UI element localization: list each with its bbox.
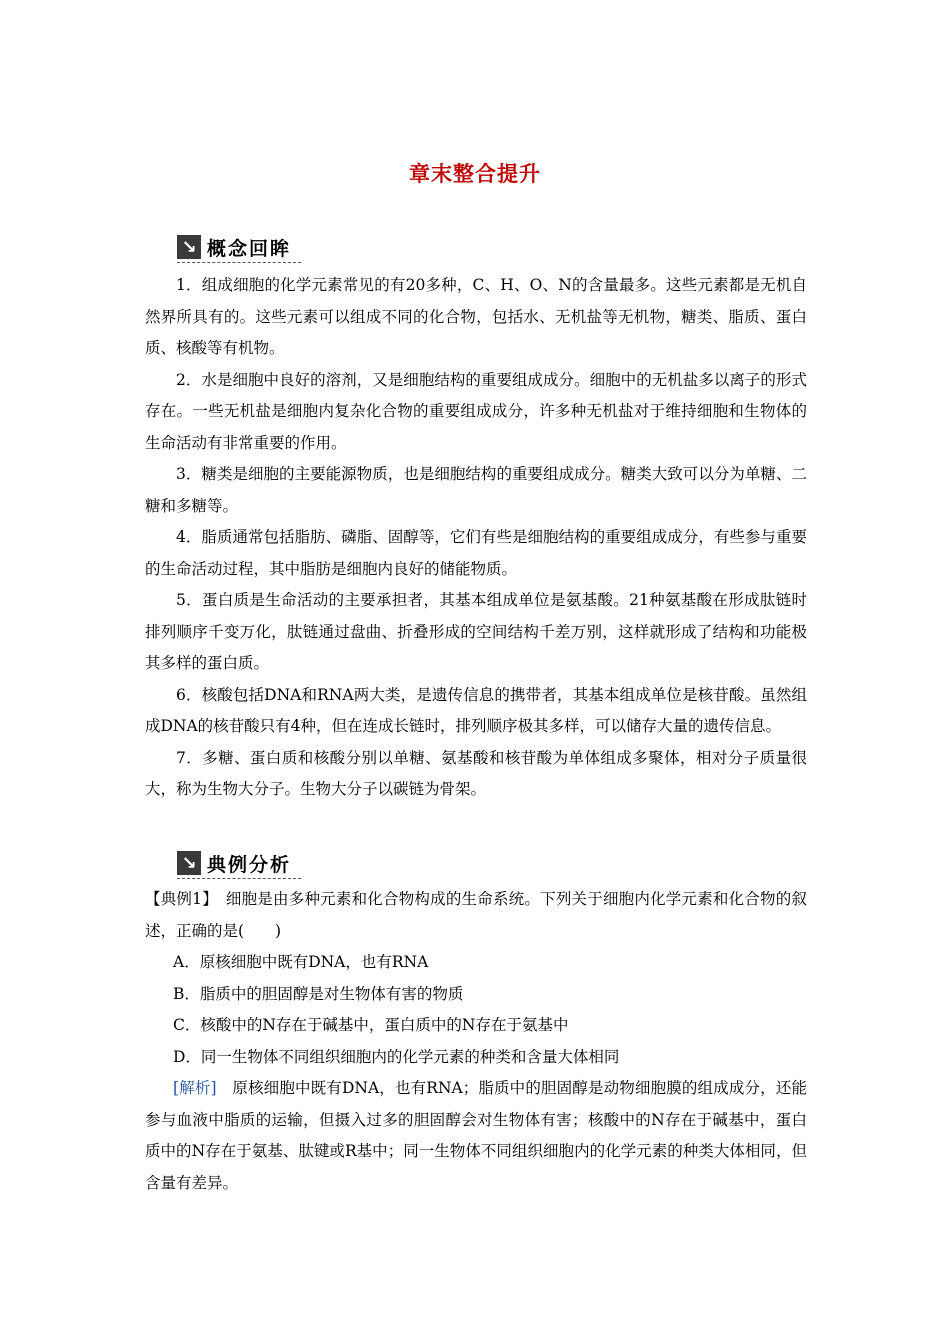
section-header-example-analysis (177, 849, 291, 877)
example-tag: 【典例1】 (145, 890, 211, 908)
concept-item: 1．组成细胞的化学元素常见的有20多种，C、H、O、N的含量最多。这些元素都是无机自然界所具有的。这些元素可以组成不同的化合物，包括水、无机盐等无机物，糖类、脂质、蛋白质、核酸等有机物。 (145, 276, 807, 357)
option-c: C．核酸中的N存在于碱基中，蛋白质中的N存在于氨基中 (173, 1016, 569, 1034)
arrow-icon: ↘ (177, 235, 201, 259)
section-label: 概念回眸 (207, 237, 292, 260)
section-label: 典例分析 (207, 853, 292, 876)
section-underline (177, 262, 301, 263)
analysis-tag: [解析] (173, 1079, 217, 1097)
option-b: B．脂质中的胆固醇是对生物体有害的物质 (173, 984, 464, 1003)
concept-item: 5．蛋白质是生命活动的主要承担者，其基本组成单位是氨基酸。21种氨基酸在形成肽链时排列顺序千变万化，肽链通过盘曲、折叠形成的空间结构千差万别，这样就形成了结构和功能极其多样的蛋白质。 (145, 591, 807, 672)
analysis (145, 1073, 807, 1199)
option-d: D．同一生物体不同组织细胞内的化学元素的种类和含量大体相同 (173, 1047, 620, 1066)
concept-item: 4．脂质通常包括脂肪、磷脂、固醇等，它们有些是细胞结构的重要组成成分，有些参与重要的生命活动过程，其中脂肪是细胞内良好的储能物质。 (145, 528, 807, 578)
concept-item: 7．多糖、蛋白质和核酸分别以单糖、氨基酸和核苷酸为单体组成多聚体，相对分子质量很大，称为生物大分子。生物大分子以碳链为骨架。 (145, 748, 807, 798)
example-block (145, 884, 807, 1199)
option-a: A．原核细胞中既有DNA，也有RNA (173, 953, 429, 971)
concept-list (145, 270, 807, 806)
section-header-concept-review (177, 233, 291, 261)
concept-item: 6．核酸包括DNA和RNA两大类，是遗传信息的携带者，其基本组成单位是核苷酸。虽然组成DNA的核苷酸只有4种，但在连成长链时，排列顺序极其多样，可以储存大量的遗传信息。 (145, 685, 807, 735)
analysis-text: 原核细胞中既有DNA，也有RNA；脂质中的胆固醇是动物细胞膜的组成成分，还能参与血液中脂质的运输，但摄入过多的胆固醇会对生物体有害；核酸中的N存在于碱基中，蛋白质中的N存在于氨基、肽键或R基中；同一生物体不同组织细胞内的化学元素的种类大体相同，但含量有差异。 (145, 1079, 807, 1192)
question-text: 细胞是由多种元素和化合物构成的生命系统。下列关于细胞内化学元素和化合物的叙述，正确的是( ) (145, 890, 807, 940)
page-title: 章末整合提升 (409, 162, 541, 186)
concept-item: 3．糖类是细胞的主要能源物质，也是细胞结构的重要组成成分。糖类大致可以分为单糖、二糖和多糖等。 (145, 465, 807, 515)
example-question (145, 884, 807, 947)
concept-item: 2．水是细胞中良好的溶剂，又是细胞结构的重要组成成分。细胞中的无机盐多以离子的形式存在。一些无机盐是细胞内复杂化合物的重要组成成分，许多种无机盐对于维持细胞和生物体的生命活动有非常重要的作用。 (145, 370, 807, 452)
arrow-icon: ↘ (177, 851, 201, 875)
section-underline (177, 878, 301, 879)
